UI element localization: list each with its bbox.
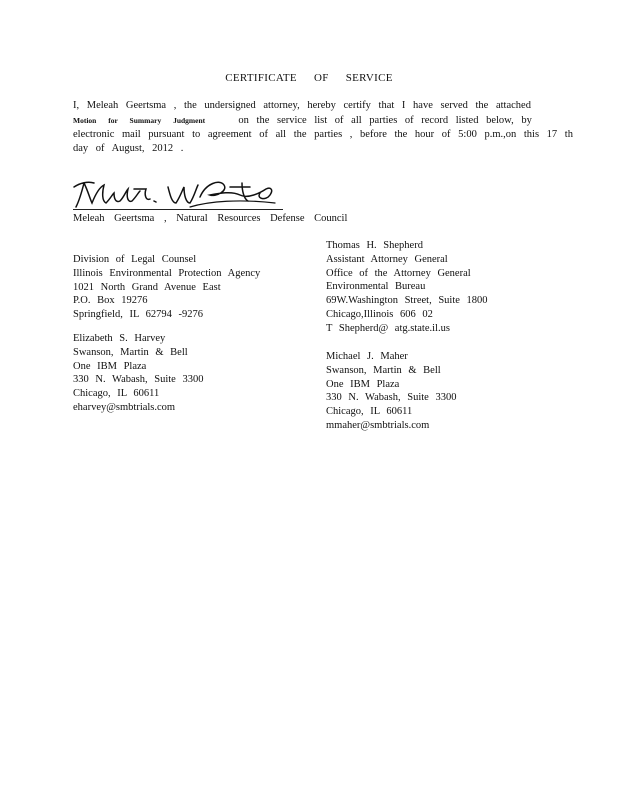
address-line: Chicago, IL 60611 — [326, 406, 413, 418]
address-line: Springfield, IL 62794 -9276 — [73, 309, 204, 321]
body-line-3: electronic mail pursuant to agreement of all the parties , before the hour of 5:00 p.m.,on this 17 th — [73, 129, 573, 140]
recipient-block — [326, 239, 488, 336]
address-line: Swanson, Martin & Bell — [326, 364, 441, 376]
address-line: 69W.Washington Street, Suite 1800 — [326, 295, 488, 307]
email-address: T Shepherd@ atg.state.il.us — [326, 322, 450, 334]
address-line: Elizabeth S. Harvey — [73, 333, 166, 344]
address-line: 330 N. Wabash, Suite 3300 — [73, 374, 204, 386]
address-line: Illinois Environmental Protection Agency — [73, 267, 261, 279]
address-line: Assistant Attorney General — [326, 253, 448, 265]
document-title: CERTIFICATE OF SERVICE — [225, 72, 393, 84]
address-line: Michael J. Maher — [326, 351, 408, 362]
body-line-2 — [73, 115, 532, 126]
address-line: Environmental Bureau — [326, 281, 426, 293]
motion-title: Motion for Summary Judgment — [73, 116, 206, 125]
address-line: Swanson, Martin & Bell — [73, 346, 188, 358]
address-line: P.O. Box 19276 — [73, 295, 148, 307]
address-line: 1021 North Grand Avenue East — [73, 281, 221, 293]
address-line: One IBM Plaza — [73, 360, 147, 372]
address-line: Division of Legal Counsel — [73, 254, 197, 265]
signer-name: Meleah Geertsma , Natural Resources Defense Council — [73, 213, 348, 224]
email-address: mmaher@smbtrials.com — [326, 419, 430, 431]
recipient-block — [73, 253, 260, 322]
body-line-4: day of August, 2012 . — [73, 143, 184, 154]
recipient-block — [326, 350, 456, 433]
email-address: eharvey@smbtrials.com — [73, 401, 176, 413]
address-line: Chicago, IL 60611 — [73, 388, 160, 400]
address-line: Office of the Attorney General — [326, 267, 471, 279]
body-line-2-rest: on the service list of all parties of record listed below, by — [238, 115, 532, 126]
address-line: Chicago,Illinois 606 02 — [326, 308, 433, 320]
recipient-block — [73, 332, 203, 415]
signature-rule — [73, 209, 283, 210]
handwritten-signature — [70, 177, 280, 211]
address-line: One IBM Plaza — [326, 378, 400, 390]
address-line: 330 N. Wabash, Suite 3300 — [326, 392, 457, 404]
address-line: Thomas H. Shepherd — [326, 240, 423, 251]
body-line-1: I, Meleah Geertsma , the undersigned attorney, hereby certify that I have served the attached — [73, 100, 531, 111]
